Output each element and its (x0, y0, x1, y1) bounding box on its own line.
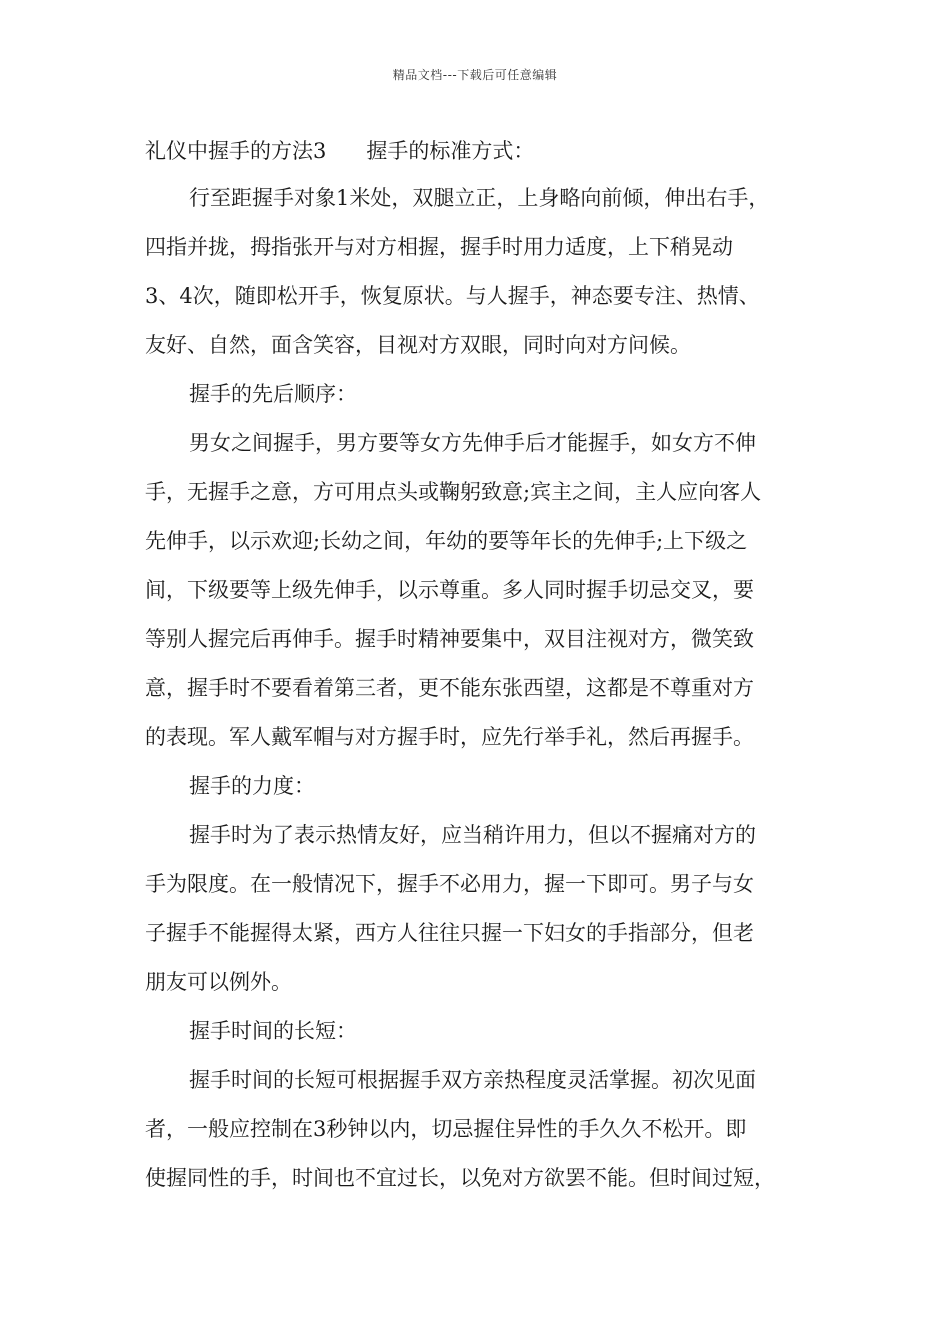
paragraph-line: 握手时为了表示热情友好，应当稍许用力，但以不握痛对方的 (189, 823, 756, 847)
paragraph-line: 间，下级要等上级先伸手，以示尊重。多人同时握手切忌交叉，要 (145, 578, 754, 602)
section-heading-strength: 握手的力度： (189, 774, 315, 798)
paragraph-line: 使握同性的手，时间也不宜过长，以免对方欲罢不能。但时间过短， (145, 1166, 775, 1190)
paragraph-line: 者，一般应控制在3秒钟以内，切忌握住异性的手久久不松开。即 (145, 1117, 747, 1141)
paragraph-line: 四指并拢，拇指张开与对方相握，握手时用力适度，上下稍晃动 (145, 235, 733, 259)
paragraph-line: 等别人握完后再伸手。握手时精神要集中，双目注视对方，微笑致 (145, 627, 754, 651)
section-heading-duration: 握手时间的长短： (189, 1019, 357, 1043)
section-heading-order: 握手的先后顺序： (189, 382, 357, 406)
page-header: 精品文档---下载后可任意编辑 (392, 68, 558, 82)
paragraph-line: 手为限度。在一般情况下，握手不必用力，握一下即可。男子与女 (145, 872, 754, 896)
paragraph-line: 子握手不能握得太紧，西方人往往只握一下妇女的手指部分，但老 (145, 921, 754, 945)
paragraph-line: 握手时间的长短可根据握手双方亲热程度灵活掌握。初次见面 (189, 1068, 756, 1092)
paragraph-line: 3、4次，随即松开手，恢复原状。与人握手，神态要专注、热情、 (145, 284, 760, 308)
paragraph-line: 手，无握手之意，方可用点头或鞠躬致意;宾主之间，主人应向客人 (145, 480, 762, 504)
section-heading-standard: 握手的标准方式： (366, 139, 535, 163)
paragraph-line: 先伸手，以示欢迎;长幼之间，年幼的要等年长的先伸手;上下级之 (145, 529, 748, 553)
paragraph-line: 行至距握手对象1米处，双腿立正，上身略向前倾，伸出右手， (189, 186, 770, 210)
document-title-line (145, 128, 825, 174)
document-body (145, 128, 825, 1203)
paragraph-line: 男女之间握手，男方要等女方先伸手后才能握手，如女方不伸 (189, 431, 756, 455)
paragraph-line: 的表现。军人戴军帽与对方握手时，应先行举手礼，然后再握手。 (145, 725, 754, 749)
paragraph-line: 朋友可以例外。 (145, 970, 292, 994)
paragraph-line: 意，握手时不要看着第三者，更不能东张西望，这都是不尊重对方 (145, 676, 754, 700)
document-title: 礼仪中握手的方法3 (145, 139, 327, 163)
paragraph-line: 友好、自然，面含笑容，目视对方双眼，同时向对方问候。 (145, 333, 691, 357)
